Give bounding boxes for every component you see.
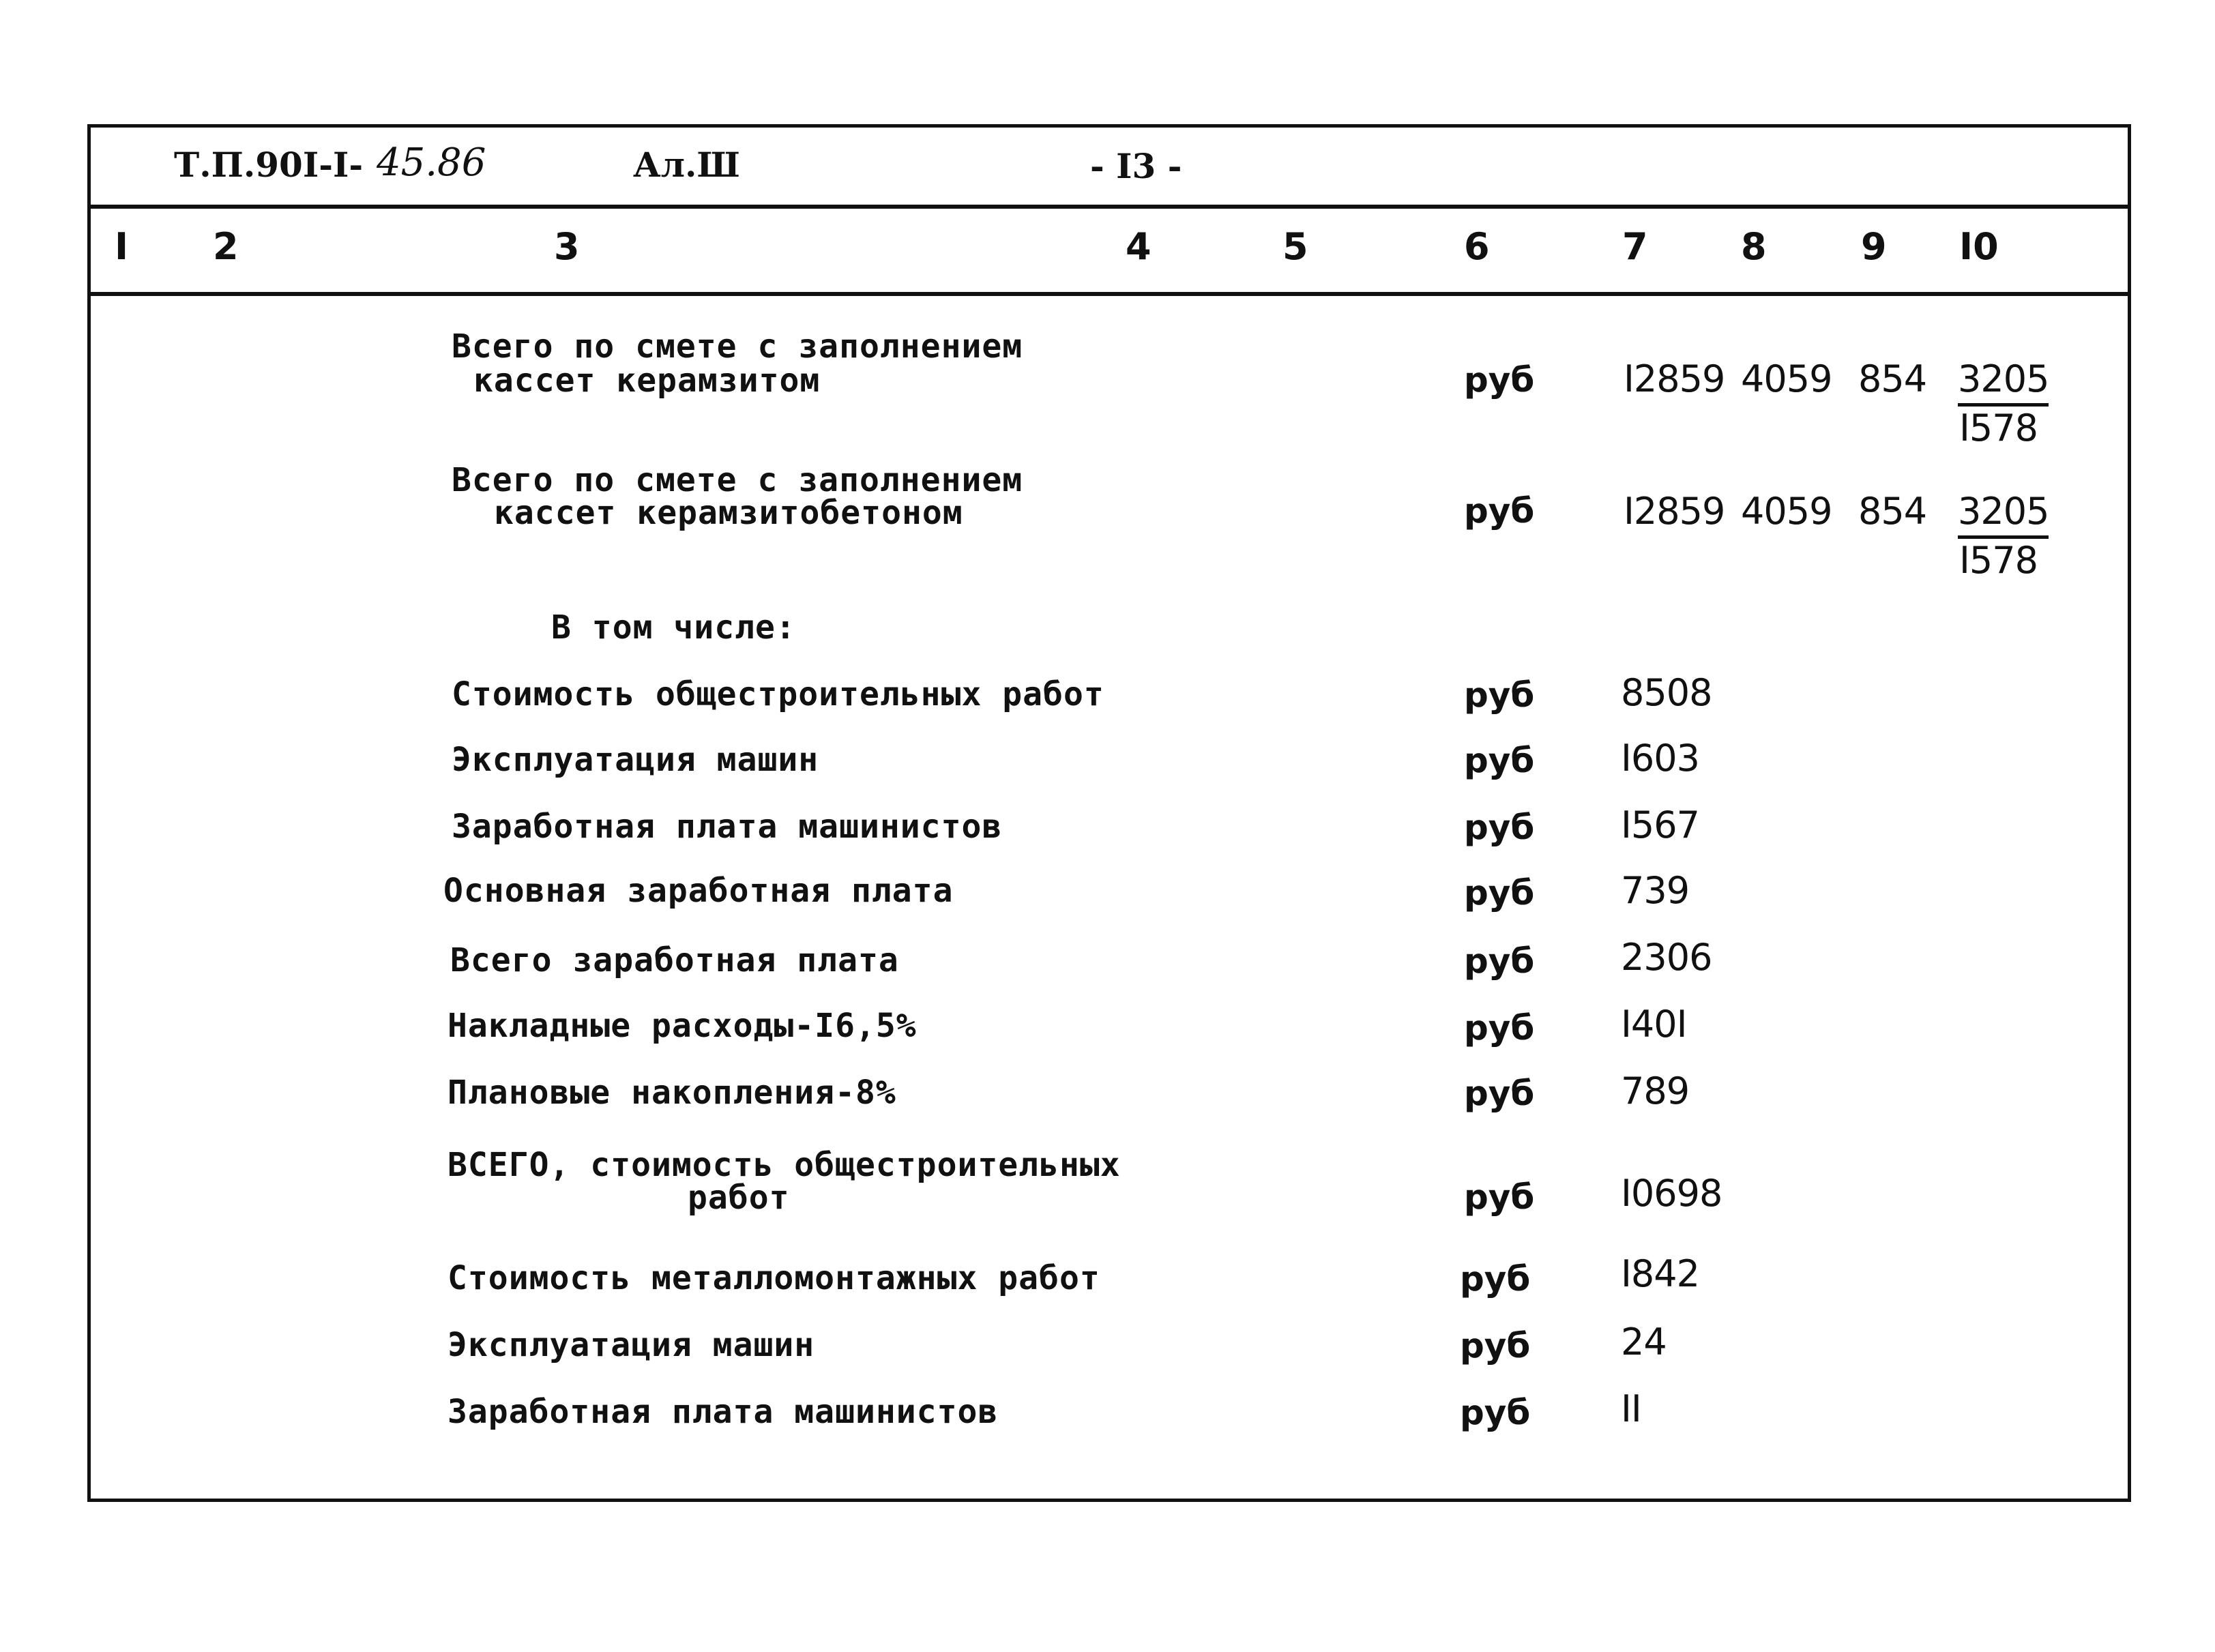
row-2-value: I603 — [1621, 737, 1699, 780]
row-5-unit: руб — [1464, 941, 1535, 981]
doc-code-handwritten: 45.86 — [377, 141, 486, 185]
col-3: 3 — [554, 225, 580, 268]
album-number: Ал.Ш — [633, 145, 740, 185]
row-6-value: I40I — [1621, 1003, 1687, 1046]
col-10: I0 — [1959, 225, 1999, 268]
row-3-value: I567 — [1621, 803, 1699, 846]
doc-code: Т.П.90I-I- — [174, 145, 364, 185]
row-7-label: Плановые накопления-8% — [448, 1074, 896, 1112]
total-1-col10-numerator: 3205 — [1958, 357, 2049, 407]
row-2-unit: руб — [1464, 741, 1535, 780]
col-1: I — [115, 225, 129, 268]
page-number: - I3 - — [1090, 146, 1182, 186]
total-1-col10-denominator: I578 — [1959, 407, 2038, 449]
column-header-divider — [87, 292, 2131, 296]
including-label: В том числе: — [551, 608, 796, 647]
col-8: 8 — [1741, 225, 1767, 268]
row-5-label: Всего заработная плата — [450, 941, 899, 979]
page-frame — [87, 124, 2131, 1502]
total-2-col8: 4059 — [1741, 490, 1832, 533]
col-9: 9 — [1861, 225, 1887, 268]
row-1-unit: руб — [1464, 675, 1535, 715]
total-2-label: Всего по смете с заполнением — [452, 461, 1023, 499]
row-8-label: ВСЕГО, стоимость общестроительных — [448, 1146, 1121, 1184]
row-4-value: 739 — [1621, 869, 1690, 912]
row-10-label: Эксплуатация машин — [448, 1326, 815, 1364]
row-7-unit: руб — [1464, 1074, 1535, 1113]
total-2-unit: руб — [1464, 491, 1535, 531]
total-1-label: Всего по смете с заполнением — [452, 327, 1023, 366]
row-9-value: I842 — [1621, 1252, 1699, 1295]
total-2-col10-numerator: 3205 — [1958, 490, 2049, 539]
row-3-unit: руб — [1464, 808, 1535, 847]
col-7: 7 — [1622, 225, 1648, 268]
total-2-col9: 854 — [1858, 490, 1927, 533]
row-4-label: Основная заработная плата — [443, 872, 954, 910]
row-11-unit: руб — [1460, 1393, 1531, 1432]
row-8-unit: руб — [1464, 1177, 1535, 1217]
col-5: 5 — [1282, 225, 1308, 268]
total-1-col8: 4059 — [1741, 357, 1832, 400]
row-11-value: II — [1621, 1387, 1641, 1430]
col-4: 4 — [1126, 225, 1151, 268]
row-8-label-cont: работ — [688, 1179, 790, 1217]
row-1-value: 8508 — [1621, 671, 1712, 714]
row-3-label: Заработная плата машинистов — [452, 808, 1003, 846]
row-6-label: Накладные расходы-I6,5% — [448, 1007, 917, 1045]
header-divider — [87, 205, 2131, 209]
total-1-col7: I2859 — [1624, 357, 1725, 400]
row-8-value: I0698 — [1621, 1172, 1722, 1215]
row-10-unit: руб — [1460, 1326, 1531, 1366]
row-9-label: Стоимость металломонтажных работ — [448, 1259, 1100, 1297]
total-2-col7: I2859 — [1624, 490, 1725, 533]
total-2-label-cont: кассет керамзитобетоном — [494, 494, 963, 532]
row-2-label: Эксплуатация машин — [452, 741, 819, 779]
col-2: 2 — [213, 225, 239, 268]
row-11-label: Заработная плата машинистов — [448, 1393, 999, 1431]
row-4-unit: руб — [1464, 873, 1535, 913]
row-1-label: Стоимость общестроительных работ — [452, 675, 1104, 713]
total-2-col10-denominator: I578 — [1959, 539, 2038, 582]
row-6-unit: руб — [1464, 1008, 1535, 1048]
total-1-col9: 854 — [1858, 357, 1927, 400]
col-6: 6 — [1464, 225, 1490, 268]
total-1-unit: руб — [1464, 360, 1535, 400]
row-10-value: 24 — [1621, 1321, 1667, 1363]
total-1-label-cont: кассет керамзитом — [473, 362, 821, 400]
row-9-unit: руб — [1460, 1259, 1531, 1299]
row-5-value: 2306 — [1621, 936, 1712, 979]
row-7-value: 789 — [1621, 1070, 1690, 1112]
